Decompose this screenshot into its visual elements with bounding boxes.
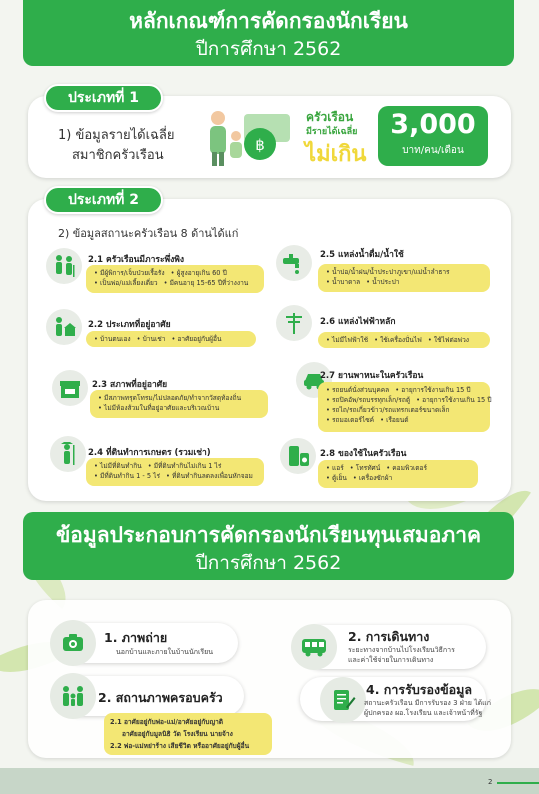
page-subtitle: ปีการศึกษา 2562 [195, 38, 342, 60]
detail-item: • มีที่ดินทำกินไม่เกิน 1 ไร่ [148, 461, 222, 471]
detail-item: • มีคนอายุ 15-65 ปีที่ว่างงาน [164, 278, 249, 288]
appliance-icon [280, 438, 316, 474]
detail-item: • คอมพิวเตอร์ [386, 463, 427, 473]
category-title: 2.8 ของใช้ในครัวเรือน [320, 449, 407, 459]
house-condition-icon [52, 370, 88, 406]
coin-icon: ฿ [255, 136, 265, 154]
detail-item: • โทรทัศน์ [350, 463, 380, 473]
category-detail [318, 460, 478, 488]
category-detail [318, 332, 490, 348]
page-title: หลักเกณฑ์การคัดกรองนักเรียน [129, 9, 408, 33]
detail-item: • ไม่มีที่ดินทำกิน [94, 461, 142, 471]
detail-item: • ตู้เย็น [326, 473, 347, 483]
camera-icon [50, 620, 96, 666]
travel-title: 2. การเดินทาง [348, 629, 430, 644]
detail-item: • อายุการใช้งานเกิน 15 ปี [395, 385, 470, 395]
category-title: 2.6 แหล่งไฟฟ้าหลัก [320, 317, 396, 327]
category-detail [318, 382, 490, 432]
family-line: 2.2 พ่อ-แม่หย่าร้าง เสียชีวิต หรืออาศัยอยู่กับผู้อื่น [110, 742, 250, 750]
certify-title: 4. การรับรองข้อมูล [366, 682, 473, 697]
photo-title: 1. ภาพถ่าย [104, 630, 168, 645]
not-exceed-label: ไม่เกิน [305, 142, 367, 167]
income-unit: บาท/คน/เดือน [402, 145, 464, 156]
income-label-line2: มีรายได้เฉลี่ย [306, 127, 358, 137]
category-detail [86, 331, 256, 347]
page-number-line [497, 782, 539, 784]
detail-item: • น้ำประปา [366, 277, 399, 287]
detail-item: • รถยนต์นั่งส่วนบุคคล [326, 385, 389, 395]
power-pole-icon [276, 305, 312, 341]
detail-item: • ใช้ไฟต่อพ่วง [428, 335, 469, 345]
family-detail [104, 713, 272, 755]
detail-item: • รถมอเตอร์ไซค์ [326, 415, 374, 425]
farmer-icon [50, 436, 86, 472]
detail-item: • มีผู้พิการ/เจ็บป่วยเรื้อรัง [94, 268, 165, 278]
income-label-line1: ครัวเรือน [306, 110, 354, 124]
detail-item: • เรือยนต์ [380, 415, 408, 425]
detail-item: • ไม่มีห้องส้วมในที่อยู่อาศัยและบริเวณบ้าน [98, 403, 219, 413]
family-line: อาศัยอยู่กับมูลนิธิ วัด โรงเรียน นายจ้าง [122, 730, 233, 738]
type1-item-line1: 1) ข้อมูลรายได้เฉลี่ย [58, 128, 175, 143]
detail-item: • บ้านเช่า [137, 334, 166, 344]
detail-item: • แอร์ [326, 463, 344, 473]
photo-desc: นอกบ้านและภายในบ้านนักเรียน [116, 648, 214, 656]
family-line: 2.1 อาศัยอยู่กับพ่อ-แม่/อาศัยอยู่กับญาติ [110, 718, 224, 726]
type1-label: ประเภทที่ 1 [44, 84, 163, 112]
header-banner [23, 0, 514, 66]
family-income-illustration [204, 104, 292, 168]
category-detail [318, 264, 490, 292]
income-amount: 3,000 [390, 109, 476, 140]
family-title: 2. สถานภาพครอบครัว [98, 690, 223, 705]
home-icon [46, 309, 82, 345]
certify-desc-line1: สถานะครัวเรือน มีการรับรอง 3 ฝ่าย ได้แก่ [364, 699, 491, 707]
type1-item-line2: สมาชิกครัวเรือน [72, 148, 164, 163]
section2-banner [23, 512, 514, 580]
certify-desc-line2: ผู้ปกครอง ผอ.โรงเรียน และเจ้าหน้าที่รัฐ [364, 709, 483, 717]
detail-item: • ที่ดินทำกินลดลงเพื่อนหักจอม [166, 471, 253, 481]
detail-item: • น้ำบ่อ/น้ำฝน/น้ำประปาภูเขา/แม่น้ำลำธาร [326, 267, 450, 277]
detail-item: • น้ำบาดาล [326, 277, 360, 287]
section2-subtitle: ปีการศึกษา 2562 [195, 552, 342, 574]
family-icon [50, 673, 96, 719]
type2-label: ประเภทที่ 2 [44, 186, 163, 214]
bus-icon [291, 624, 337, 670]
category-title: 2.5 แหล่งน้ำดื่ม/น้ำใช้ [320, 250, 404, 260]
detail-item: • ใช้เครื่องปั่นไฟ [374, 335, 422, 345]
detail-item: • รถปิคอัพ/รถบรรทุกเล็ก/รถตู้ [326, 395, 410, 405]
detail-item: • ผู้สูงอายุเกิน 60 ปี [171, 268, 227, 278]
detail-item: • บ้านตนเอง [94, 334, 131, 344]
travel-desc-line1: ระยะทางจากบ้านไปโรงเรียนวิธีการ [348, 646, 455, 654]
income-amount-box [378, 106, 488, 166]
category-title: 2.1 ครัวเรือนมีภาระพึ่งพิง [88, 255, 185, 265]
travel-desc-line2: และค่าใช้จ่ายในการเดินทาง [348, 656, 434, 664]
category-title: 2.3 สภาพที่อยู่อาศัย [92, 380, 168, 390]
document-sign-icon [320, 677, 366, 723]
detail-item: • ไม่มีไฟฟ้าใช้ [326, 335, 368, 345]
detail-item: • มีที่ดินทำกิน 1 - 5 ไร่ [94, 471, 160, 481]
category-detail [86, 265, 264, 293]
category-title: 2.7 ยานพาหนะในครัวเรือน [320, 371, 424, 381]
detail-item: • รถไถ/รถเกี่ยวข้าว/รถแทรกเตอร์ขนาดเล็ก [326, 405, 450, 415]
detail-item: • อาศัยอยู่กับผู้อื่น [171, 334, 221, 344]
category-detail [90, 390, 268, 418]
page-number: 2 [488, 778, 493, 786]
elderly-icon [46, 248, 82, 284]
detail-item: • เป็นพ่อ/แม่เลี้ยงเดี่ยว [94, 278, 158, 288]
detail-item: • เครื่องซักผ้า [353, 473, 392, 483]
faucet-icon [276, 245, 312, 281]
type2-intro: 2) ข้อมูลสถานะครัวเรือน 8 ด้านได้แก่ [58, 227, 239, 240]
category-detail [86, 458, 264, 486]
section2-title: ข้อมูลประกอบการคัดกรองนักเรียนทุนเสมอภาค [55, 523, 482, 547]
detail-item: • มีสภาพทรุดโทรม/ไม่ปลอดภัย/ทำจากวัสดุท้องถิ่น [98, 393, 241, 403]
category-title: 2.4 ที่ดินทำการเกษตร (รวมเช่า) [88, 448, 211, 458]
footer-bar [0, 768, 539, 794]
category-title: 2.2 ประเภทที่อยู่อาศัย [88, 320, 171, 330]
detail-item: • อายุการใช้งานเกิน 15 ปี [416, 395, 491, 405]
